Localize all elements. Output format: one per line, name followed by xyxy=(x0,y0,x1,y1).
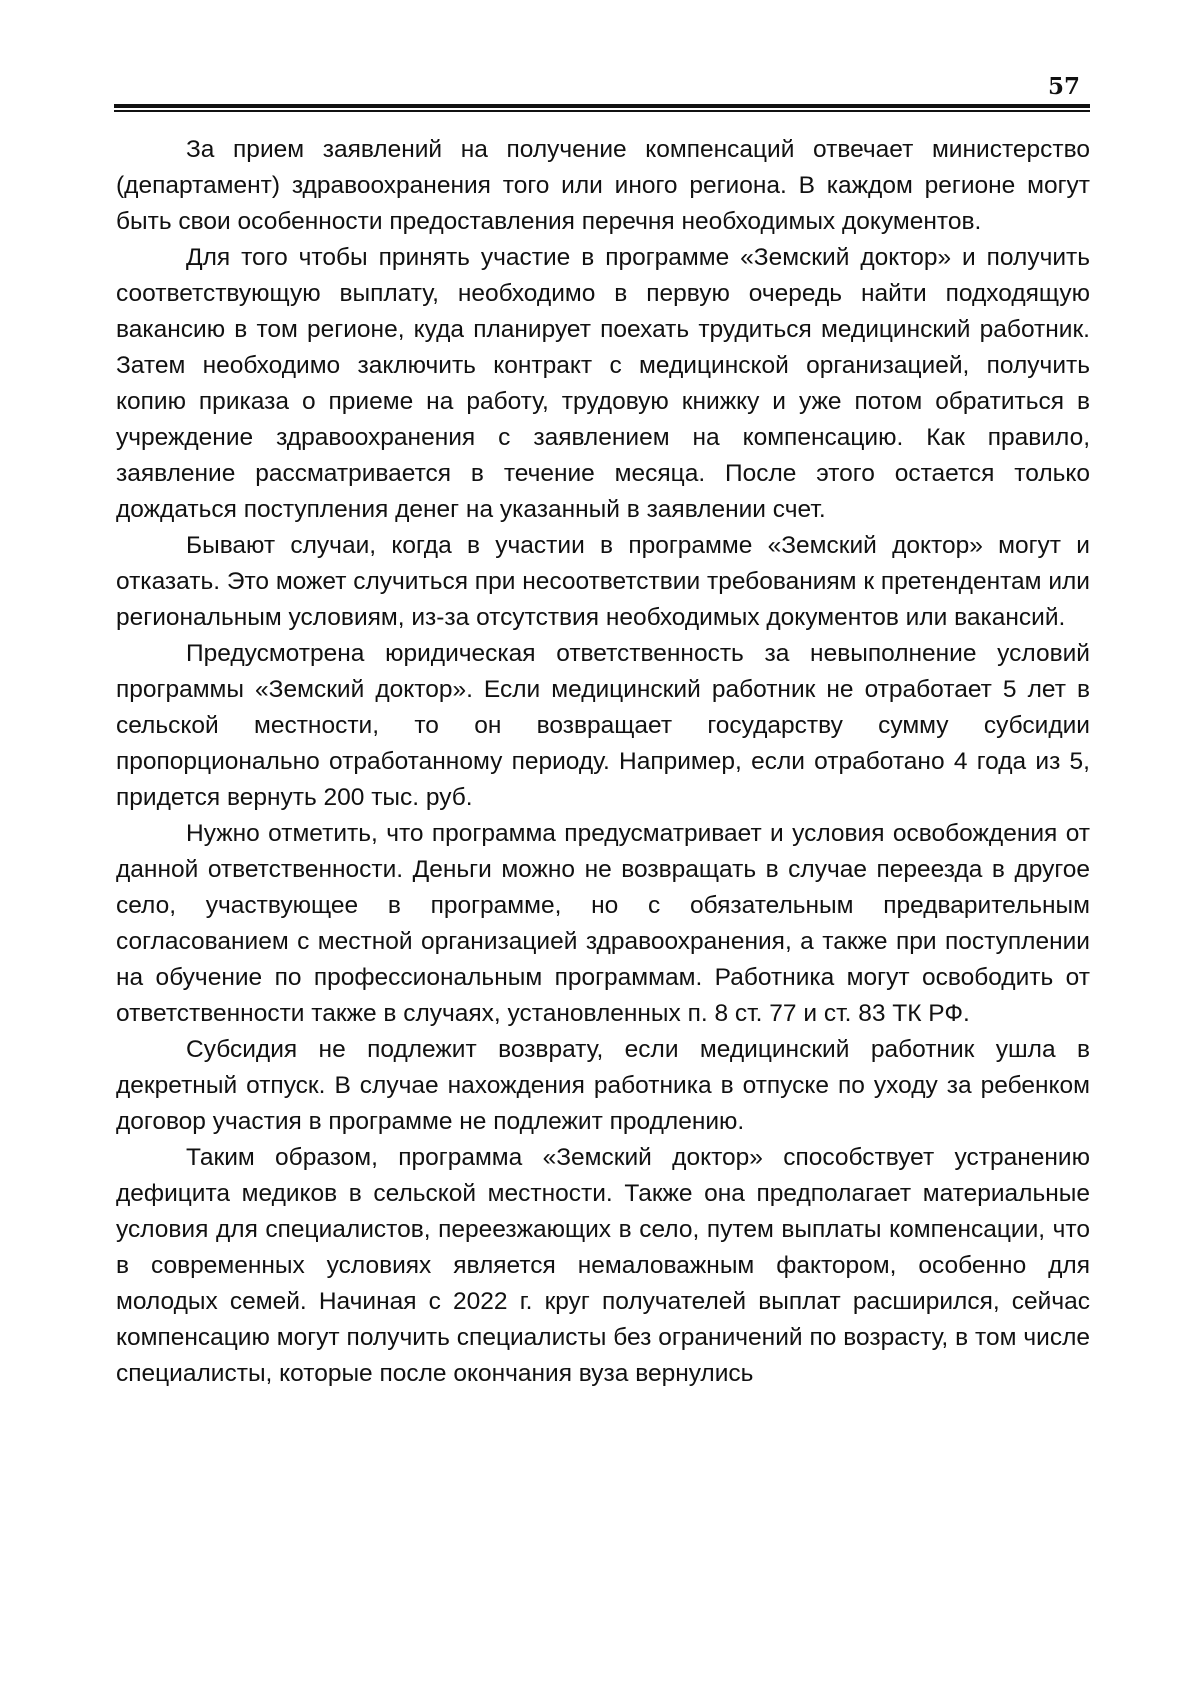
paragraph-3: Бывают случаи, когда в участии в программе «Земский доктор» могут и отказать. Это может случиться при несоответствии требованиям к претендентам или региональным условиям, из-за отсутствия необходимых документов или вакансий. xyxy=(116,532,1090,631)
body-text xyxy=(116,132,1090,1392)
paragraph-7: Таким образом, программа «Земский доктор» способствует устранению дефицита медиков в сельской местности. Также она предполагает материальные условия для специалистов, переезжающих в село, путем выплаты компенсации, что в современных условиях является немаловажным фактором, особенно для молодых семей. Начиная с 2022 г. круг получателей выплат расширился, сейчас компенсацию могут получить специалисты без ограничений по возрасту, в том числе специалисты, которые после окончания вуза вернулись xyxy=(116,1144,1090,1387)
header-rule-thick xyxy=(114,104,1090,108)
paragraph-4: Предусмотрена юридическая ответственность за невыполнение условий программы «Земский доктор». Если медицинский работник не отработает 5 лет в сельской местности, то он возвращает государству сумму субсидии пропорционально отработанному периоду. Например, если отработано 4 года из 5, придется вернуть 200 тыс. руб. xyxy=(116,640,1090,811)
page-number: 57 xyxy=(1047,73,1080,100)
page-header xyxy=(114,60,1090,110)
paragraph-6: Субсидия не подлежит возврату, если медицинский работник ушла в декретный отпуск. В случае нахождения работника в отпуске по уходу за ребенком договор участия в программе не подлежит продлению. xyxy=(116,1036,1090,1135)
paragraph-5: Нужно отметить, что программа предусматривает и условия освобождения от данной ответственности. Деньги можно не возвращать в случае переезда в другое село, участвующее в программе, но с обязательным предварительным согласованием с местной организацией здравоохранения, а также при поступлении на обучение по профессиональным программам. Работника могут освободить от ответственности также в случаях, установленных п. 8 ст. 77 и ст. 83 ТК РФ. xyxy=(116,820,1090,1027)
header-rule-thin xyxy=(114,110,1090,112)
paragraph-1: За прием заявлений на получение компенсаций отвечает министерство (департамент) здравоохранения того или иного региона. В каждом регионе могут быть свои особенности предоставления перечня необходимых документов. xyxy=(116,136,1090,235)
paragraph-2: Для того чтобы принять участие в программе «Земский доктор» и получить соответствующую выплату, необходимо в первую очередь найти подходящую вакансию в том регионе, куда планирует поехать трудиться медицинский работник. Затем необходимо заключить контракт с медицинской организацией, получить копию приказа о приеме на работу, трудовую книжку и уже потом обратиться в учреждение здравоохранения с заявлением на компенсацию. Как правило, заявление рассматривается в течение месяца. После этого остается только дождаться поступления денег на указанный в заявлении счет. xyxy=(116,244,1090,523)
